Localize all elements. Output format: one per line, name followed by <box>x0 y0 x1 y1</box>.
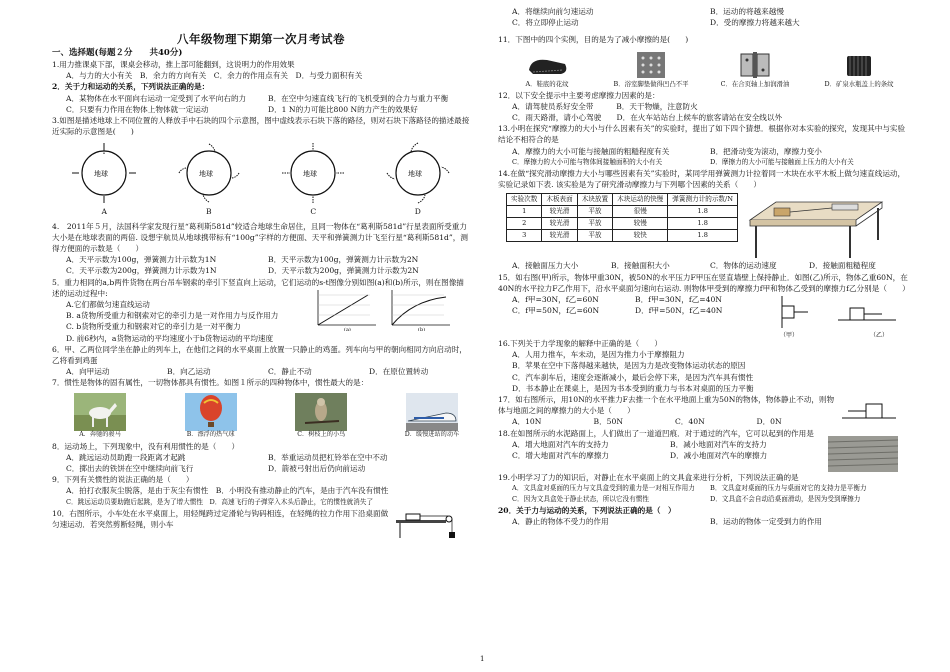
push-block-diagram <box>838 394 898 424</box>
train-icon <box>406 393 458 431</box>
question-13: 13.小明在探究“摩擦力的大小与什么因素有关”的实验时，提出了如下四个猜想．根据你对本实验的探究，发现其中与实验结论不相符合的是 A．摩擦力的大小可能与接触面的粗糙程度有关 B．把滑动变为滚动，摩擦力变小 C．摩擦力的大小可能与物体间接触面积的大小有关 D．摩擦力的大小可能与接触面上压力的大小有关 <box>498 124 906 166</box>
exam-title: 八年级物理下期第一次月考试卷 <box>177 32 345 46</box>
shoe-sole-icon <box>525 50 569 80</box>
st-graphs <box>310 287 454 333</box>
globe-diagram <box>169 140 249 206</box>
section-heading: 一、选择题(每题２分 共40分) <box>52 48 183 58</box>
question-4: 4. 2011年５月，法国科学家发现行星“葛利斯581d”较适合地球生命居住，且同一物体在“葛利斯581d”行星表面所受重力大小是在地球表面的两倍. 设想宇航员从地球携带标有“100g”字样的方便面、天平和弹簧测力计飞至行星“葛利斯581d”，测得方便面的示数是（ ） A．天平示数为100g，弹簧测力计示数为1N B．天平示数为100g，弹簧测力计示数为2N C．天平示数为200g，弹簧测力计示数为1N D．天平示数为200g，弹簧测力计示数为2N <box>52 221 468 276</box>
svg-text:地球: 地球 <box>407 170 422 179</box>
question-8: 8．运动场上，下列现象中，没有利用惯性的是（ ） A．跳远运动员助跑一段距离才起跳 B．举重运动员把杠铃举在空中不动 C．掷出去的铁饼在空中继续向前飞行 D．箭被弓射出后仍向前运动 <box>52 441 388 474</box>
svg-text:地球: 地球 <box>198 170 213 179</box>
question-17: 17．如右图所示，用10N的水平推力F去推一个在水平地面上重为50N的物体，物体静止不动，则物体与地面之间的摩擦力的大小是（ ） A．10N B．50N C．40N D．0N <box>498 394 908 428</box>
picture-bird: C．树枝上的小鸟 <box>283 393 359 439</box>
st-graph-a <box>310 287 380 331</box>
grooved-road-photo <box>828 436 898 472</box>
svg-text:地球: 地球 <box>303 170 318 179</box>
hot-air-balloon-icon <box>185 393 237 431</box>
question-2: 2．关于力和运动的关系，下列说法正确的是： A．某物体在水平面向右运动一定受到了水平向右的力 B．在空中匀速直线飞行的飞机受到的合力与重力平衡 C．只要有力作用在物体上物体就一定运动 D．1 N的力可能比800 N的力产生的效果好 <box>52 82 449 114</box>
svg-text:(b): (b) <box>418 327 426 332</box>
bird-icon <box>295 393 347 431</box>
st-graph-b <box>384 287 454 331</box>
question-10: 10．右图所示，小车处在水平桌面上，用轻绳跨过定滑轮与钩码相连，在轻绳的拉力作用下沿桌面做匀速运动．若突然剪断轻绳，则小车 <box>52 508 470 540</box>
globe-diagram <box>64 140 144 206</box>
question-12: 12．以下安全提示中主要考虑摩擦力因素的是： A．请驾驶员系好安全带 B．天干物燥，注意防火 C．雨天路滑，请小心驾驶 D．在火车站站台上候车的旅客请站在安全线以外 <box>498 90 783 123</box>
question-7: 7．惯性是物体的固有属性，一切物体都具有惯性。如图１所示的四种物体中，惯性最大的是： A．奔驰的骏马 B．漂浮的热气球 C．树枝上的小鸟 D．缓慢进站的动车 <box>52 377 470 438</box>
globe-figure-a: 地球 A <box>64 140 144 217</box>
question-20: 20．关于力与运动的关系，下列说法正确的是（ ） A．静止的物体不受力的作用 B．运动的物体一定受到力的作用 <box>498 506 822 527</box>
page-number: 1 <box>480 655 485 663</box>
question-6: 6．甲、乙两位同学坐在静止的列车上，在他们之间的水平桌面上放置一只静止的鸡蛋。列车向与甲的朝向相同方向启动时，乙将看到鸡蛋 A．向甲运动 B．向乙运动 C．静止不动 D．在原位置转动 <box>52 344 467 377</box>
question-11: 11．下图中的四个实例，目的是为了减小摩擦的是( ) A．鞋底的花纹 B．浴室脚垫做得凹凸不平 C．在合页轴上加润滑油 D．矿泉水瓶盖上的条纹 <box>498 34 908 87</box>
picture-horse: A．奔驰的骏马 <box>62 393 138 439</box>
question-14: 14.在做“探究滑动摩擦力大小与哪些因素有关”实验时，某同学用弹簧测力计拉着同一木块在水平木板上做匀速直线运动，实验记录如下表. 该实验是为了研究滑动摩擦力与下列哪个因素的关系（ ） 实验次数 木板表面 木块放置 木块运动的快慢 弹簧测力计的示数/N 1 较光滑 平放 很慢 1.8 2 较光滑 平放 较慢 1.8 3 较光滑 平放 较快 1.8 A．接触面压力大小 B．接触面积大小 C．物体的运动速度 D．接触面粗糙程度 <box>498 169 906 271</box>
question-9: 9．下列有关惯性的说法正确的是（ ） A．拍打衣服灰尘脱落，是由于灰尘有惯性 B．小明没有推动静止的汽车，是由于汽车没有惯性 C．跳远运动员要助跑后起跳，是为了增大惯性 D．高速飞行的子弹穿入木头后静止，它的惯性就消失了 <box>52 475 389 506</box>
question-19: 19.小明学习了力的知识后，对静止在水平桌面上的文具盒来进行分析，下列说法正确的是 A．文具盒对桌面的压力与文具盒受到的重力是一对相互作用力 B．文具盒对桌面的压力与桌面对它的支持力是平衡力 C．因为文具盒处于静止状态，所以它没有惯性 D．文具盒不会自动沿桌面滑动，是因为受到摩擦力 <box>498 472 867 504</box>
svg-text:地球: 地球 <box>94 170 109 179</box>
inertia-pictures <box>62 393 470 439</box>
horse-icon <box>74 393 126 431</box>
question-10-options: A．将继续向前匀速运动 B．运动的将越来越慢 C．将立即停止运动 D．受的摩擦力将越来越大 <box>512 7 800 28</box>
globe-figure-d: 地球 D <box>378 140 458 217</box>
svg-text:(a): (a) <box>344 327 351 332</box>
globe-diagram <box>378 140 458 206</box>
globe-figure-b: 地球 B <box>169 140 249 217</box>
question-15: 15．如右图(甲)所示，物体甲重30N，被50N的水平压力F甲压在竖直墙壁上保持静止．如图(乙)所示，物体乙重60N，在40N的水平拉力F乙作用下，沿水平桌面匀速向右运动. 则物体甲受到的摩擦力f甲和物体乙受到的摩擦力f乙分别是（ ） A．f甲=30N，f乙=60N B．f甲=30N，f乙=40N C．f甲=50N，f乙=60N D．f甲=50N，f乙=40N （甲） （乙） <box>498 272 910 339</box>
svg-text:（甲）: （甲） <box>780 332 799 339</box>
friction-pictures <box>508 50 898 88</box>
question-16: 16.下列关于力学现象的解释中正确的是（ ） A．人用力推车，车未动，是因为推力小于摩擦阻力 B．苹果在空中下落得越来越快，是因为力是改变物体运动状态的原因 C．汽车刹车后，速度会逐渐减小，最后会停下来，是因为汽车具有惯性 D．书本静止在课桌上，是因为书本受到的重力与书本对桌面的压力平衡 <box>498 339 754 393</box>
question-5: 5．重力相同的a,b两件货物在两台吊车钢索的牵引下竖直向上运动，它们运动的s-t图像分别如图(a)和(b)所示，则在图像描述的运动过程中: A.它们都做匀速直线运动 B. a货物所受重力和钢索对它的牵引力是一对作用力与反作用力 C. b货物所受重力和钢索对它的牵引力是一对平衡力 (a) (b) D. 前6秒内，a货物运动的平均速度小于b货物运动的平均速度 <box>52 277 464 343</box>
spring-scale-experiment-diagram <box>746 190 886 260</box>
picture-hinge: C．在合页轴上加润滑油 <box>716 50 794 88</box>
friction-force-diagrams <box>758 294 898 338</box>
experiment-table: 实验次数 木板表面 木块放置 木块运动的快慢 弹簧测力计的示数/N 1 较光滑 平放 很慢 1.8 2 较光滑 平放 较慢 1.8 3 较光滑 平放 较快 1.8 <box>506 193 738 242</box>
globe-figures <box>52 140 470 217</box>
picture-balloon: B．漂浮的热气球 <box>173 393 249 439</box>
svg-text:（乙）: （乙） <box>870 332 889 339</box>
right-column <box>498 6 908 528</box>
picture-bottle-cap: D．矿泉水瓶盖上的条纹 <box>820 50 898 88</box>
bath-mat-icon <box>629 50 673 80</box>
cart-pulley-diagram <box>392 510 466 540</box>
question-18: 18.在如图所示的水泥路面上，人们做出了一道道凹痕．对于通过的汽车，它可以起到的作用是 A．增大地面对汽车的支持力 B．减小地面对汽车的支持力 C．增大地面对汽车的摩擦力 D．减小地面对汽车的摩擦力 <box>498 428 908 472</box>
hinge-icon <box>733 50 777 80</box>
left-column <box>52 0 470 540</box>
globe-diagram <box>273 140 353 206</box>
question-3: 3.如图是描述地球上不同位置的人释放手中石块的四个示意图，图中虚线表示石块下落的路径，则对石块下落路径的描述最接近实际的示意图是( ) 地球 A 地球 B 地球 C 地球 D <box>52 116 470 217</box>
picture-train: D．缓慢进站的动车 <box>394 393 470 439</box>
picture-shoe-sole: A．鞋底的花纹 <box>508 50 586 88</box>
globe-figure-c: 地球 C <box>273 140 353 217</box>
question-1: 1.用力推课桌下部，课桌会移动，推上部可能翻到，这说明力的作用效果 A．与力的大小有关 B．余力的方向有关 C．余力的作用点有关 D．与受力面积有关 <box>52 60 363 81</box>
picture-bath-mat: B．浴室脚垫做得凹凸不平 <box>612 50 690 88</box>
bottle-cap-icon <box>837 50 881 80</box>
